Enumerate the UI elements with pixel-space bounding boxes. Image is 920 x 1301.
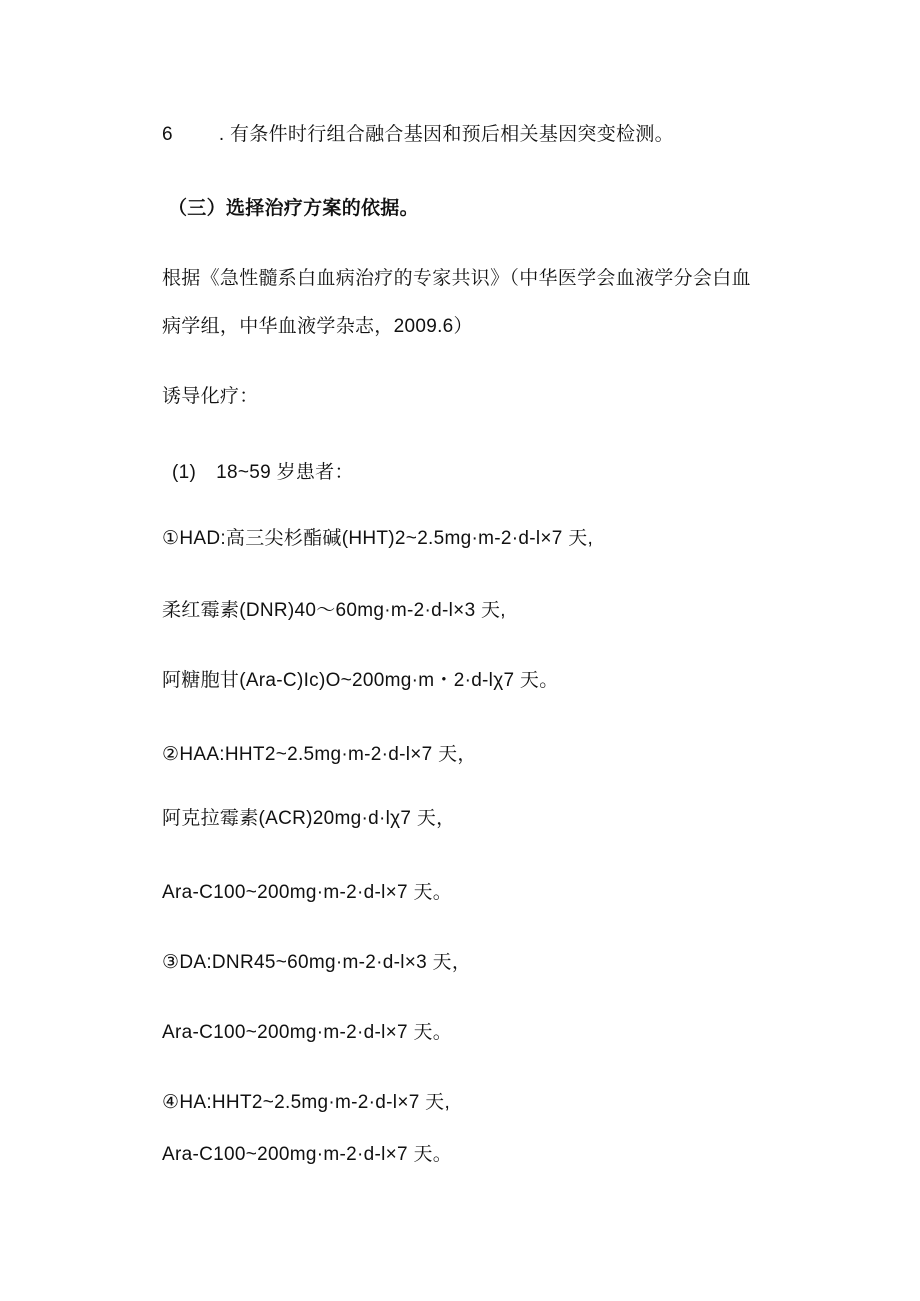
induction-label: 诱导化疗： <box>162 386 259 407</box>
basis-line-2: 病学组，中华血液学杂志，2009.6） <box>162 316 473 337</box>
section-heading: （三）选择治疗方案的依据。 <box>168 198 419 219</box>
age-group-text: 18~59 岁患者： <box>216 462 354 483</box>
regimen-line: 阿糖胞甘(Ara-C)Ic)O~200mg·m・2·d-lχ7 天。 <box>162 670 559 691</box>
regimen-line: 阿克拉霉素(ACR)20mg·d·lχ7 天， <box>162 808 456 829</box>
age-group <box>172 460 354 486</box>
item-6-number: 6 <box>162 124 173 145</box>
age-group-marker: (1) <box>172 462 197 483</box>
regimen-line: Ara-C100~200mg·m-2·d-l×7 天。 <box>162 882 453 903</box>
regimen-line: Ara-C100~200mg·m-2·d-l×7 天。 <box>162 1144 453 1165</box>
basis-line-1: 根据《急性髓系白血病治疗的专家共识》（中华医学会血液学分会白血 <box>162 268 751 289</box>
regimen-line: Ara-C100~200mg·m-2·d-l×7 天。 <box>162 1022 453 1043</box>
regimen-line: 柔红霉素(DNR)40～60mg·m-2·d-l×3 天, <box>162 600 506 621</box>
item-6-text: . 有条件时行组合融合基因和预后相关基因突变检测。 <box>218 124 674 145</box>
regimen-line: ①HAD:高三尖杉酯碱(HHT)2~2.5mg·m-2·d-l×7 天, <box>162 528 594 549</box>
regimen-line: ②HAA:HHT2~2.5mg·m-2·d-l×7 天， <box>162 744 477 765</box>
regimen-line: ③DA:DNR45~60mg·m-2·d-l×3 天， <box>162 952 472 973</box>
item-6 <box>162 122 674 148</box>
regimen-line: ④HA:HHT2~2.5mg·m-2·d-l×7 天, <box>162 1092 451 1113</box>
